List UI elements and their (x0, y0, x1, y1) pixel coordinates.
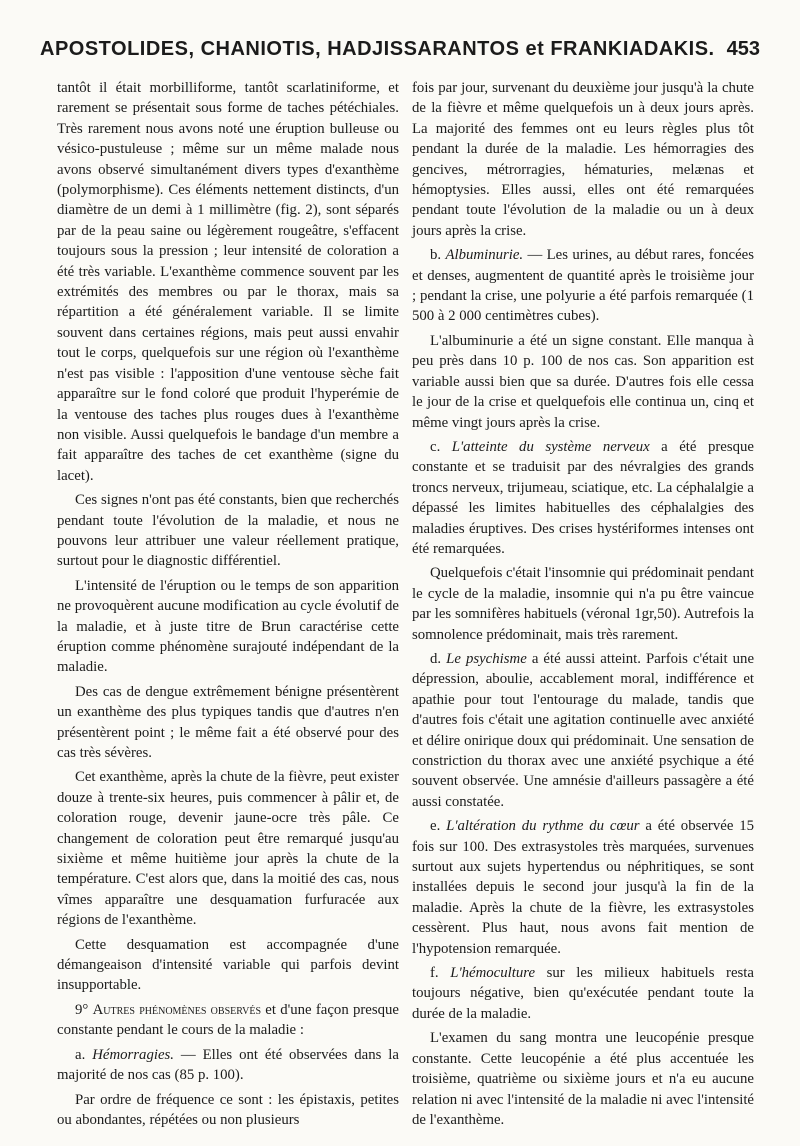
paragraph: Des cas de dengue extrêmement bénigne présentèrent un exanthème des plus typiques tandis que d'autres n'en présentèrent point ; le même fait a été observé pour des cas très sévères. (57, 683, 399, 761)
paragraph: L'intensité de l'éruption ou le temps de son apparition ne provoquèrent aucune modification au cycle évolutif de la maladie, et à juste titre de Brun caractérise cette éruption comme phénomène surajouté indépendant de la maladie. (57, 577, 399, 676)
subsection-title: Albuminurie. (445, 247, 524, 264)
subsection-text: a été aussi atteint. Parfois c'était une dépression, aboulie, accablement moral, indifférence et apathie pour tout l'entourage du malade, tandis que d'autres fois c'était une agitation continuelle avec anxiété et délire onirique doux qui prédominait. Une sensation de constriction du thorax avec une anxiété psychique a été souvent observée. Une amnésie d'ailleurs passagère a été aussi constatée. (412, 650, 755, 810)
right-column (412, 78, 754, 1134)
subsection-paragraph (412, 437, 754, 559)
subsection-paragraph (412, 649, 754, 812)
subsection-label: c. (430, 438, 441, 455)
subsection-paragraph (412, 963, 754, 1024)
section-number: 9° (75, 1001, 89, 1018)
left-column (57, 78, 399, 1134)
paragraph: Cette desquamation est accompagnée d'une démangeaison d'intensité variable qui parfois devint insupportable. (57, 936, 399, 994)
page-number: 453 (726, 38, 760, 60)
paragraph: Ces signes n'ont pas été constants, bien que recherchés pendant toute l'évolution de la maladie, et nous ne pouvons leur attribuer une valeur réellement pratique, surtout pour le diagnostic différentiel. (57, 492, 399, 570)
section-title: Autres phénomènes observés (92, 1001, 261, 1018)
section-text: et d'une façon presque constante pendant le cours de la maladie : (57, 1001, 400, 1039)
subsection-title: L'hémoculture (450, 965, 536, 982)
paragraph: Quelquefois c'était l'insomnie qui prédominait pendant le cycle de la maladie, insomnie qui n'a pu être vaincue par les somnifères habituels (véronal 1gr,50). Autrefois la somnolence prédominait, mais très rarement. (412, 565, 754, 643)
running-header (40, 38, 760, 78)
paragraph: L'examen du sang montra une leucopénie presque constante. Cette leucopénie a été plus accentuée les troisième, quatrième ou sixième jours et n'a eu aucune relation ni avec l'intensité de la maladie ni avec l'intensité de l'exanthème. (412, 1030, 754, 1128)
subsection-paragraph (57, 1045, 399, 1086)
subsection-text: — Les urines, au début rares, foncées et denses, augmentent de quantité après le troisième jour ; pendant la crise, une polyurie a été parfois remarquée (1 500 à 2 000 centimètres cubes). (412, 247, 754, 325)
subsection-title: Hémorragies. (92, 1046, 174, 1063)
subsection-text: a été observée 15 fois sur 100. Des extrasystoles très marquées, survenues surtout aux sujets hypertendus ou néphritiques, se sont installées depuis le second jour jusqu'à la fin de la maladie. Après la chute de la fièvre, les extrasystoles cessèrent. Plus haut, nous avons fait mention de l'hypotension remarquée. (412, 818, 755, 957)
subsection-text: sur les milieux habituels resta toujours négative, bien qu'exécutée pendant toute la durée de la maladie. (412, 965, 754, 1022)
paragraph: L'albuminurie a été un signe constant. Elle manqua à peu près dans 10 p. 100 de nos cas. Son apparition est variable aussi bien que sa durée. D'autres fois elle cessa le jour de la crise et quelquefois elle continua un, cinq et même vingt jours après la crise. (412, 332, 754, 431)
subsection-title: Le psychisme (446, 650, 527, 667)
running-title: APOSTOLIDES, CHANIOTIS, HADJISSARANTOS et FRANKIADAKIS. (40, 38, 715, 60)
subsection-paragraph (412, 245, 754, 327)
paragraph: fois par jour, survenant du deuxième jour jusqu'à la chute de la fièvre et même quelquefois un à deux jours après. La majorité des femmes ont eu leurs règles plus tôt pendant la durée de la maladie. Les hémorragies des gencives, métrorragies, hématuries, melænas et hémoptysies. Elles aussi, elles ont été remarquées pendant toute l'évolution de la maladie ou un à deux jours après la crise. (412, 80, 754, 239)
subsection-label: e. (430, 818, 441, 835)
section-heading-paragraph (57, 1000, 399, 1041)
subsection-text: — Elles ont été observées dans la majorité de nos cas (85 p. 100). (57, 1046, 399, 1084)
paragraph: Par ordre de fréquence ce sont : les épistaxis, petites ou abondantes, répétées ou non plusieurs (57, 1091, 399, 1128)
subsection-title: L'altération du rythme du cœur (446, 818, 640, 835)
paragraph: tantôt il était morbilliforme, tantôt scarlatiniforme, et rarement se présentait sous forme de taches pétéchiales. Très rarement nous avons noté une éruption bulleuse ou vésico-pustuleuse ; même sur un même malade nous avons observé simultanément divers types d'exanthème (polymorphisme). Ces éléments nettement distincts, d'un diamètre de un demi à 1 millimètre (fig. 2), sont séparés par de la peau saine ou légèrement rougeâtre, s'effacent toujours sous la pression ; leur intensité de coloration a été très variable. L'exanthème commence souvent par les extrémités des membres ou par le thorax, mais sa répartition a été généralement variable. Il se limite souvent dans certaines régions, mais peut aussi envahir tout le corps, quelquefois sur une région où l'exanthème n'est pas visible : l'apposition d'une ventouse sèche fait apparaître sur le fond coloré que produit l'hyperémie de la ventouse des taches plus rouges dues à l'exanthème non visible. Aussi quelquefois le bandage d'un membre a fait apparaître des taches de cet exanthème (signe du lacet). (57, 80, 399, 484)
paragraph: Cet exanthème, après la chute de la fièvre, peut exister douze à trente-six heures, puis commencer à pâlir et, de coloration rouge, devenir jaune-ocre très pâle. Ce changement de coloration peut être remarqué jusqu'au sixième et même huitième jour après la chute de la température. C'est alors que, dans la moitié des cas, nous vîmes apparaître une desquamation furfuracée aux régions de l'exanthème. (57, 769, 399, 929)
subsection-label: f. (430, 965, 439, 982)
subsection-label: d. (430, 650, 442, 667)
subsection-text: a été presque constante et se traduisit par des névralgies des grands troncs nerveux, trijumeau, sciatique, etc. La céphalalgie a dépassé les limites habituelles des céphalalgies des maladies éruptives. Des crises hystériformes intenses ont été remarquées. (412, 438, 754, 557)
subsection-title: L'atteinte du système nerveux (451, 438, 650, 455)
subsection-label: b. (430, 247, 442, 264)
subsection-paragraph (412, 816, 754, 959)
subsection-label: a. (75, 1046, 86, 1063)
